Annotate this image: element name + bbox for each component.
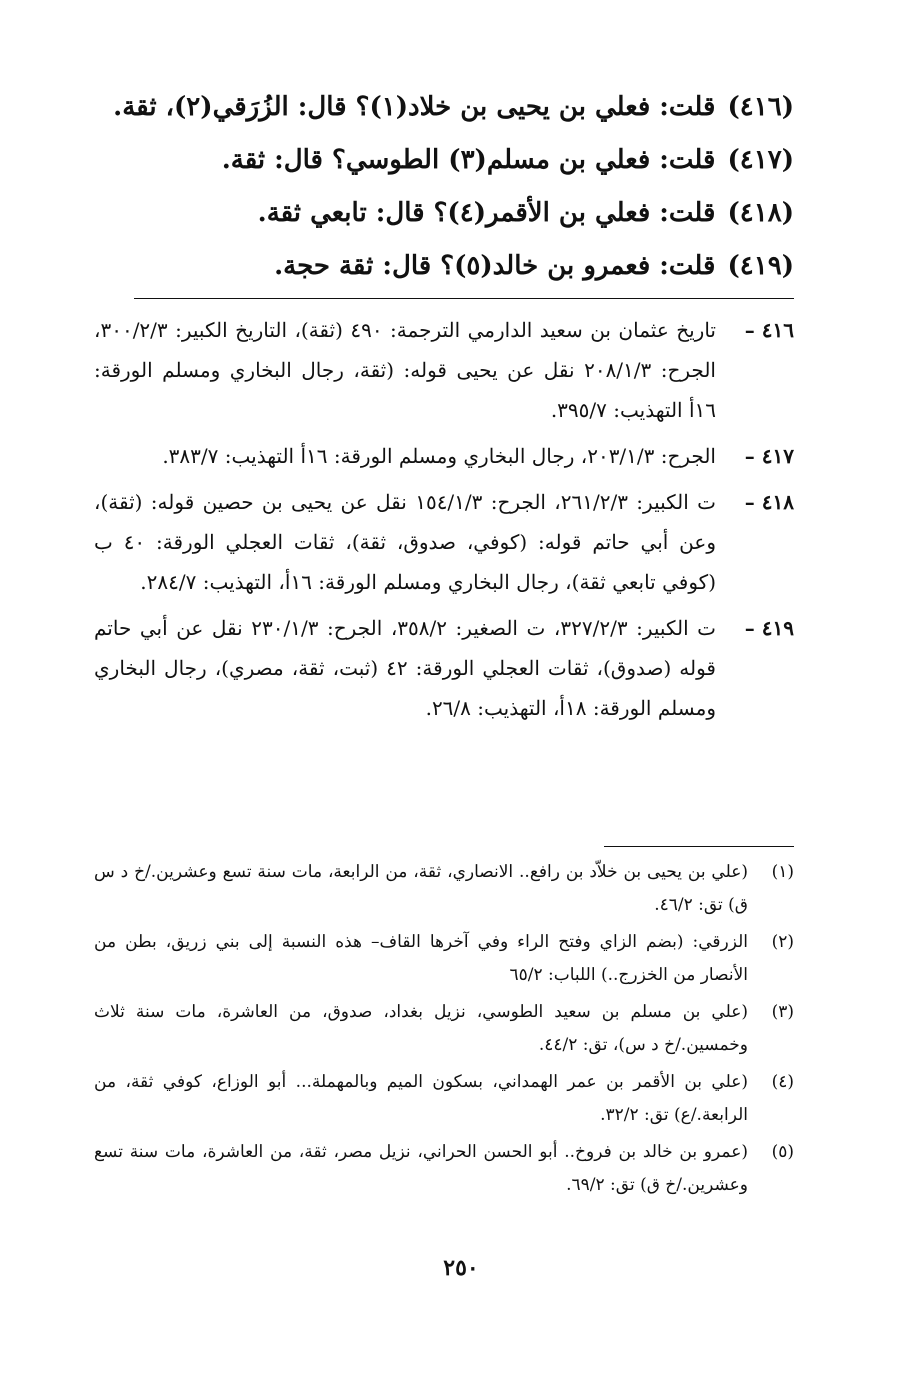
main-entry [94,198,794,251]
page-number: ٢٥٠ [443,1255,479,1281]
footnote-text: (عمرو بن خالد بن فروخ.. أبو الحسن الحراني، نزيل مصر، ثقة، من العاشرة، مات سنة تسع وعشرين./خ ق) تق: ٦٩/٢. [94,1142,748,1195]
footnote-text: (علي بن الأقمر بن عمر الهمداني، بسكون الميم وبالمهملة... أبو الوزاع، كوفي ثقة، من الرابعة./ع) تق: ٣٢/٢. [94,1072,748,1125]
note-number: ٤١٦ – [744,318,794,342]
entry-number: (٤١٩) [727,251,794,281]
main-entry [94,251,794,304]
entry-number: (٤١٨) [727,198,794,228]
entry-text: قلت: فعمرو بن خالد(٥)؟ قال: ثقة حجة. [274,251,716,281]
footnote-number: (٤) [771,1072,794,1092]
note-number: ٤١٨ – [744,490,794,514]
commentary-note [94,310,794,430]
entry-text: قلت: فعلي بن يحيى بن خلاد(١)؟ قال: الزُرَقي(٢)، ثقة. [113,92,716,122]
footnotes [94,856,794,1206]
footnote [94,926,794,992]
footnote [94,996,794,1062]
footnote-number: (١) [771,862,794,882]
section-divider [134,298,794,299]
footnote [94,1066,794,1132]
footnote-text: الزرقي: (بضم الزاي وفتح الراء وفي آخرها القاف– هذه النسبة إلى بني زريق، بطن من الأنصار من الخزرج..) اللباب: ٦٥/٢ [94,932,748,985]
note-number: ٤١٩ – [744,616,794,640]
footnote-text: (علي بن مسلم بن سعيد الطوسي، نزيل بغداد، صدوق، من العاشرة، مات سنة ثلاث وخمسين./خ د س)، تق: ٤٤/٢. [94,1002,748,1055]
footnote-number: (٢) [771,932,794,952]
footnote-number: (٣) [771,1002,794,1022]
entry-number: (٤١٧) [727,145,794,175]
footnote [94,856,794,922]
footnote-number: (٥) [771,1142,794,1162]
main-entries [94,92,794,304]
note-number: ٤١٧ – [744,444,794,468]
entry-text: قلت: فعلي بن مسلم(٣) الطوسي؟ قال: ثقة. [221,145,716,175]
main-entry [94,145,794,198]
main-entry [94,92,794,145]
entry-number: (٤١٦) [727,92,794,122]
footnote [94,1136,794,1202]
commentary-note [94,436,794,476]
commentary-note [94,608,794,728]
entry-text: قلت: فعلي بن الأقمر(٤)؟ قال: تابعي ثقة. [257,198,716,228]
note-text: الجرح: ٢٠٣/١/٣، رجال البخاري ومسلم الورقة: ١٦أ التهذيب: ٣٨٣/٧. [162,444,716,468]
note-text: ت الكبير: ٣٢٧/٢/٣، ت الصغير: ٣٥٨/٢، الجرح: ٢٣٠/١/٣ نقل عن أبي حاتم قوله (صدوق)، ثقات العجلي الورقة: ٤٢ (ثبت، ثقة، مصري)، رجال البخاري ومسلم الورقة: ١٨أ، التهذيب: ٢٦/٨. [94,616,717,720]
note-text: ت الكبير: ٢٦١/٢/٣، الجرح: ١٥٤/١/٣ نقل عن يحيى بن حصين قوله: (ثقة)، وعن أبي حاتم قوله: (كوفي، صدوق، ثقة)، ثقات العجلي الورقة: ٤٠ ب (كوفي تابعي ثقة)، رجال البخاري ومسلم الورقة: ١٦أ، التهذيب: ٢٨٤/٧. [94,490,716,594]
note-text: تاريخ عثمان بن سعيد الدارمي الترجمة: ٤٩٠ (ثقة)، التاريخ الكبير: ٣٠٠/٢/٣، الجرح: ٢٠٨/١/٣ نقل عن يحيى قوله: (ثقة، رجال البخاري ومسلم الورقة: ١٦أ التهذيب: ٣٩٥/٧. [94,318,716,422]
footnote-divider [604,846,794,847]
commentary-notes [94,310,794,734]
footnote-text: (علي بن يحيى بن خلاّد بن رافع.. الانصاري، ثقة، من الرابعة، مات سنة تسع وعشرين./خ د س ق) تق: ٤٦/٢. [94,862,748,915]
commentary-note [94,482,794,602]
